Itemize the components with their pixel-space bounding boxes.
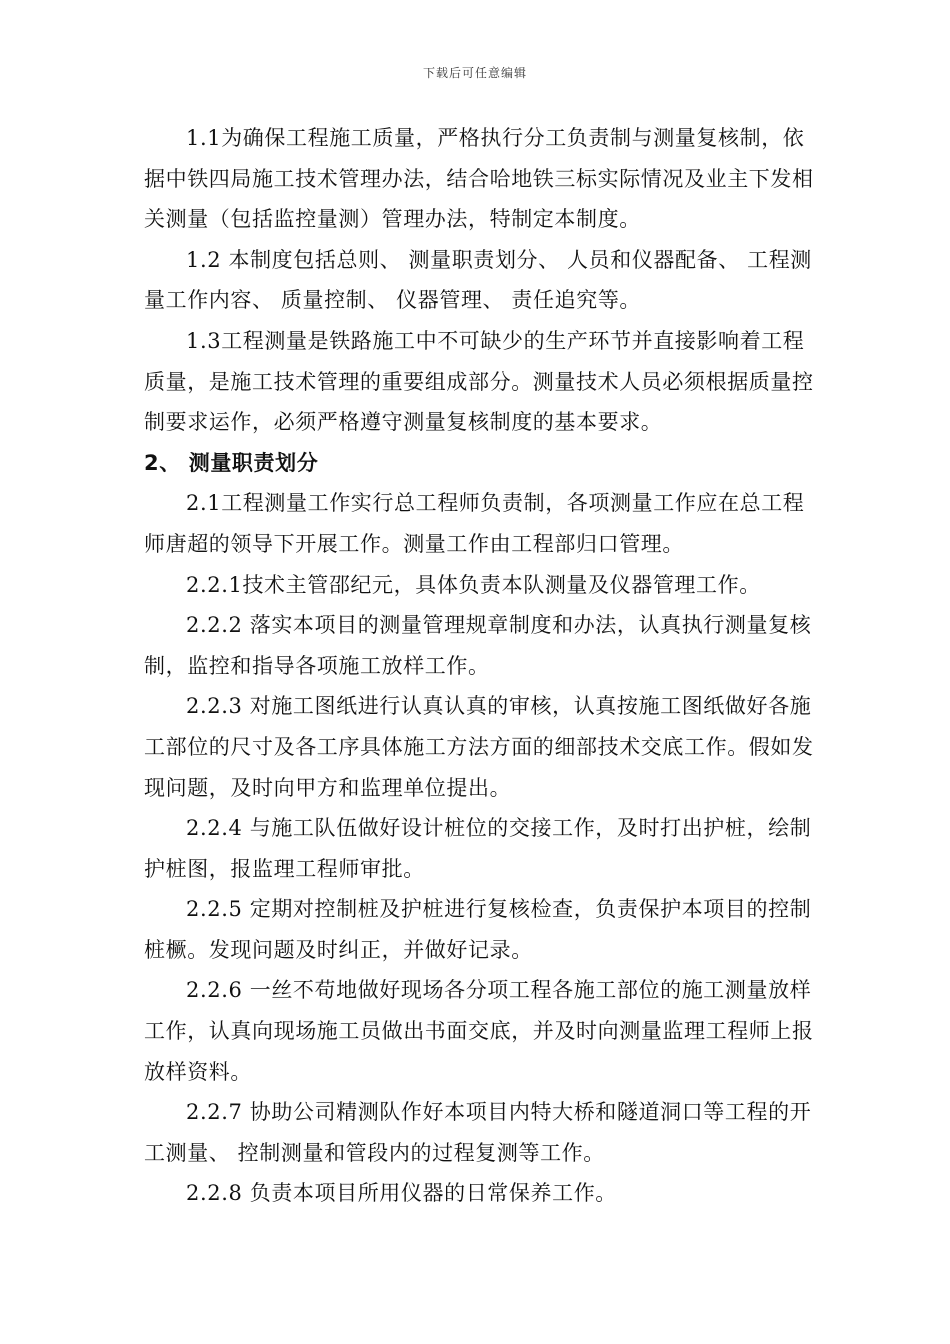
- document-body: [144, 118, 824, 1214]
- paragraph-text: 技术主管邵纪元，具体负责本队测量及仪器管理工作。: [242, 572, 761, 597]
- paragraph: [144, 889, 824, 970]
- paragraph: [144, 686, 824, 808]
- paragraph-text: 一丝不苟地做好现场各分项工程各施工部位的施工测量放样工作，认真向现场施工员做出书面交底，并及时向测量监理工程师上报放样资料。: [144, 978, 814, 1084]
- paragraph-number: 2.2.4: [186, 816, 243, 841]
- paragraph-number: 2.2.7: [186, 1100, 243, 1125]
- paragraph: [144, 1092, 824, 1173]
- paragraph-text: 工程测量工作实行总工程师负责制，各项测量工作应在总工程师唐超的领导下开展工作。测量工作由工程部归口管理。: [144, 491, 805, 556]
- paragraph: [144, 970, 824, 1092]
- paragraph-text: 与施工队伍做好设计桩位的交接工作，及时打出护桩，绘制护桩图，报监理工程师审批。: [144, 816, 812, 881]
- paragraph-text: 落实本项目的测量管理规章制度和办法，认真执行测量复核制，监控和指导各项施工放样工作。: [144, 613, 812, 678]
- paragraph-text: 为确保工程施工质量，严格执行分工负责制与测量复核制，依据中铁四局施工技术管理办法，结合哈地铁三标实际情况及业主下发相关测量（包括监控量测）管理办法，特制定本制度。: [144, 126, 814, 232]
- section-title: 测量职责划分: [180, 450, 319, 475]
- paragraph-number: 2.2.3: [186, 694, 243, 719]
- section-number: 2、: [144, 450, 181, 475]
- paragraph-text: 协助公司精测队作好本项目内特大桥和隧道洞口等工程的开工测量、 控制测量和管段内的过程复测等工作。: [144, 1100, 812, 1165]
- paragraph-number: 2.2.1: [186, 572, 243, 597]
- paragraph: [144, 240, 824, 321]
- paragraph-number: 2.2.6: [186, 978, 243, 1003]
- paragraph-number: 1.2: [186, 247, 222, 272]
- paragraph-text: 负责本项目所用仪器的日常保养工作。: [242, 1181, 617, 1206]
- paragraph-text: 工程测量是铁路施工中不可缺少的生产环节并直接影响着工程质量，是施工技术管理的重要组成部分。测量技术人员必须根据质量控制要求运作，必须严格遵守测量复核制度的基本要求。: [144, 328, 814, 435]
- paragraph-number: 2.2.2: [186, 613, 243, 638]
- paragraph: [144, 118, 824, 240]
- paragraph: [144, 605, 824, 686]
- page-header: 下载后可任意编辑: [422, 66, 527, 80]
- paragraph-text: 定期对控制桩及护桩进行复核检查，负责保护本项目的控制桩橛。发现问题及时纠正，并做好记录。: [144, 897, 812, 962]
- paragraph-text: 本制度包括总则、 测量职责划分、 人员和仪器配备、 工程测量工作内容、 质量控制、 仪器管理、 责任追究等。: [144, 247, 812, 313]
- paragraph-number: 1.1: [186, 126, 222, 150]
- paragraph-number: 2.1: [186, 491, 222, 516]
- paragraph: [144, 321, 824, 443]
- paragraph-number: 1.3: [186, 328, 222, 353]
- paragraph-number: 2.2.5: [186, 897, 243, 922]
- paragraph-text: 对施工图纸进行认真认真的审核，认真按施工图纸做好各施工部位的尺寸及各工序具体施工方法方面的细部技术交底工作。假如发现问题，及时向甲方和监理单位提出。: [144, 694, 814, 800]
- paragraph: [144, 483, 824, 564]
- paragraph-number: 2.2.8: [186, 1181, 243, 1206]
- paragraph: [144, 565, 824, 606]
- paragraph: [144, 1173, 824, 1214]
- section-heading: [144, 443, 824, 484]
- paragraph: [144, 808, 824, 889]
